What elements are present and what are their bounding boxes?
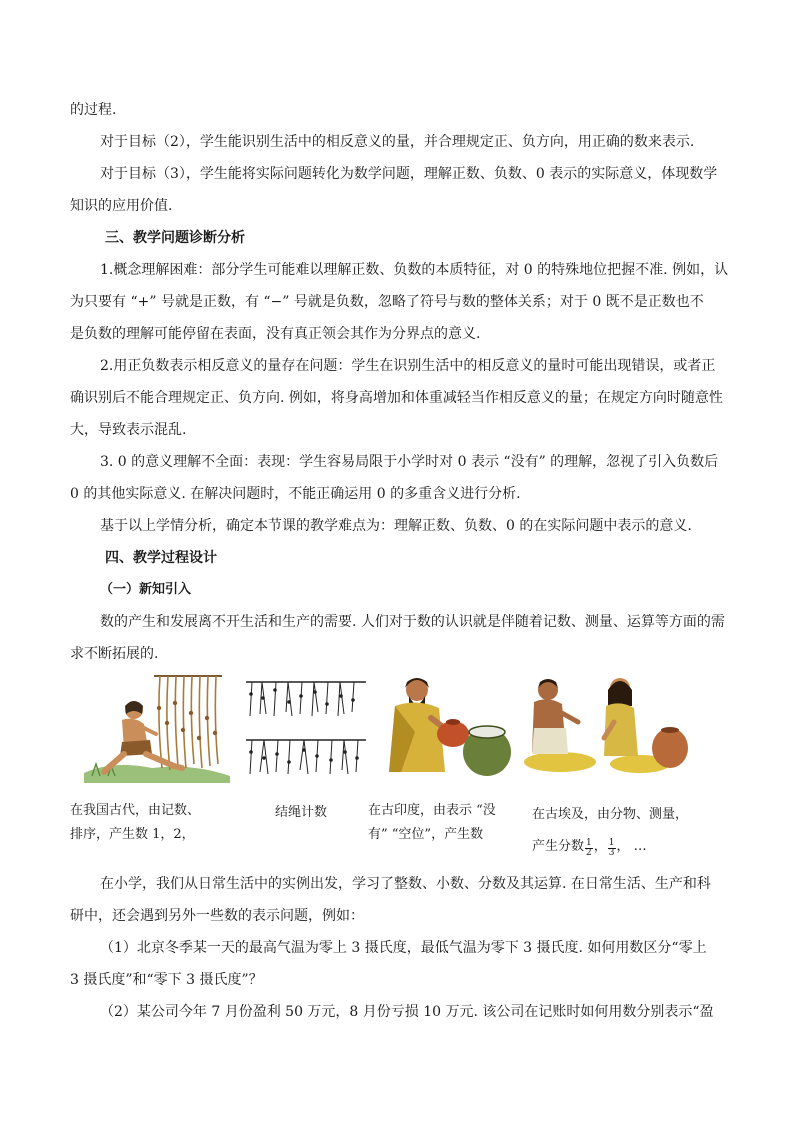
diagnosis-item-2-line2: 确识别后不能合理规定正、负方向. 例如，将身高增加和体重减轻当作相反意义的量；在规定方向时随意性: [70, 390, 723, 406]
intro-line2: 求不断拓展的.: [70, 646, 159, 662]
paragraph-goal-3-line1: 对于目标（3），学生能将实际问题转化为数学问题，理解正数、负数、0 表示的实际意义，体现数学: [100, 166, 718, 182]
question-1-line2: 3 摄氏度”和“零下 3 摄氏度”？: [70, 972, 263, 988]
diagnosis-item-1-line2: 为只要有 “+” 号就是正数，有 “−” 号就是负数，忽略了符号与数的整体关系；对于 0 既不是正数也不: [70, 294, 704, 310]
ancient-india-illustration: [375, 672, 515, 782]
question-1-line1: （1）北京冬季某一天的最高气温为零上 3 摄氏度，最低气温为零下 3 摄氏度. 如何用数区分“零上: [100, 940, 707, 956]
diagnosis-item-2-line1: 2.用正负数表示相反意义的量存在问题：学生在识别生活中的相反意义的量时可能出现错误，或者正: [100, 358, 716, 374]
section-3-heading: 三、教学问题诊断分析: [105, 230, 245, 246]
caption-india-line1: 在古印度，由表示 “没: [368, 803, 496, 818]
caption-egypt-text: 产生分数: [532, 839, 585, 854]
subsection-heading: （一）新知引入: [100, 582, 192, 597]
diagnosis-summary: 基于以上学情分析，确定本节课的教学难点为：理解正数、负数、0 的在实际问题中表示的意义.: [100, 518, 692, 534]
diagnosis-item-3-line1: 3. 0 的意义理解不全面：表现：学生容易局限于小学时对 0 表示 “没有” 的理解，忽视了引入负数后: [100, 454, 719, 470]
question-2-line1: （2）某公司今年 7 月份盈利 50 万元，8 月份亏损 10 万元. 该公司在记账时如何用数分别表示“盈: [100, 1004, 714, 1020]
caption-egypt-line2: 产生分数 $\frac{1}{2}$ ， $\frac{1}{3}$ ， …: [532, 837, 647, 858]
diagnosis-item-3-line2: 0 的其他实际意义. 在解决问题时，不能正确运用 0 的多重含义进行分析.: [70, 486, 521, 502]
caption-china-line1: 在我国古代，由记数、: [70, 803, 201, 818]
ancient-counting-illustration: [82, 668, 232, 783]
after-intro-line1: 在小学，我们从日常生活中的实例出发，学习了整数、小数、分数及其运算. 在日常生活、生产和科: [100, 876, 711, 892]
paragraph-continuation: 的过程.: [70, 102, 117, 118]
caption-india-line2: 有” “空位”，产生数: [368, 827, 484, 842]
after-intro-line2: 研中，还会遇到另外一些数的表示问题，例如：: [70, 908, 364, 924]
caption-knot-counting: 结绳计数: [275, 805, 328, 820]
paragraph-goal-3-line2: 知识的应用价值.: [70, 198, 173, 214]
fraction-one-half: $\frac{1}{2}$: [586, 837, 592, 858]
knot-counting-illustration: [238, 668, 373, 783]
fraction-one-third: $\frac{1}{3}$: [608, 837, 615, 858]
caption-china-line2: 排序，产生数 1，2，: [70, 827, 195, 842]
paragraph-goal-2: 对于目标（2），学生能识别生活中的相反意义的量，并合理规定正、负方向，用正确的数来表示.: [100, 134, 695, 150]
diagnosis-item-1-line1: 1.概念理解困难：部分学生可能难以理解正数、负数的本质特征，对 0 的特殊地位把握不准. 例如，认: [100, 262, 729, 278]
diagnosis-item-2-line3: 大，导致表示混乱.: [70, 422, 187, 438]
diagnosis-item-1-line3: 是负数的理解可能停留在表面，没有真正领会其作为分界点的意义.: [70, 326, 481, 342]
caption-egypt-line1: 在古埃及，由分物、测量，: [532, 807, 689, 822]
intro-line1: 数的产生和发展离不开生活和生产的需要. 人们对于数的认识就是伴随着记数、测量、运算等方面的需: [100, 614, 725, 630]
ancient-egypt-illustration: [520, 672, 695, 782]
section-4-heading: 四、教学过程设计: [105, 550, 217, 566]
